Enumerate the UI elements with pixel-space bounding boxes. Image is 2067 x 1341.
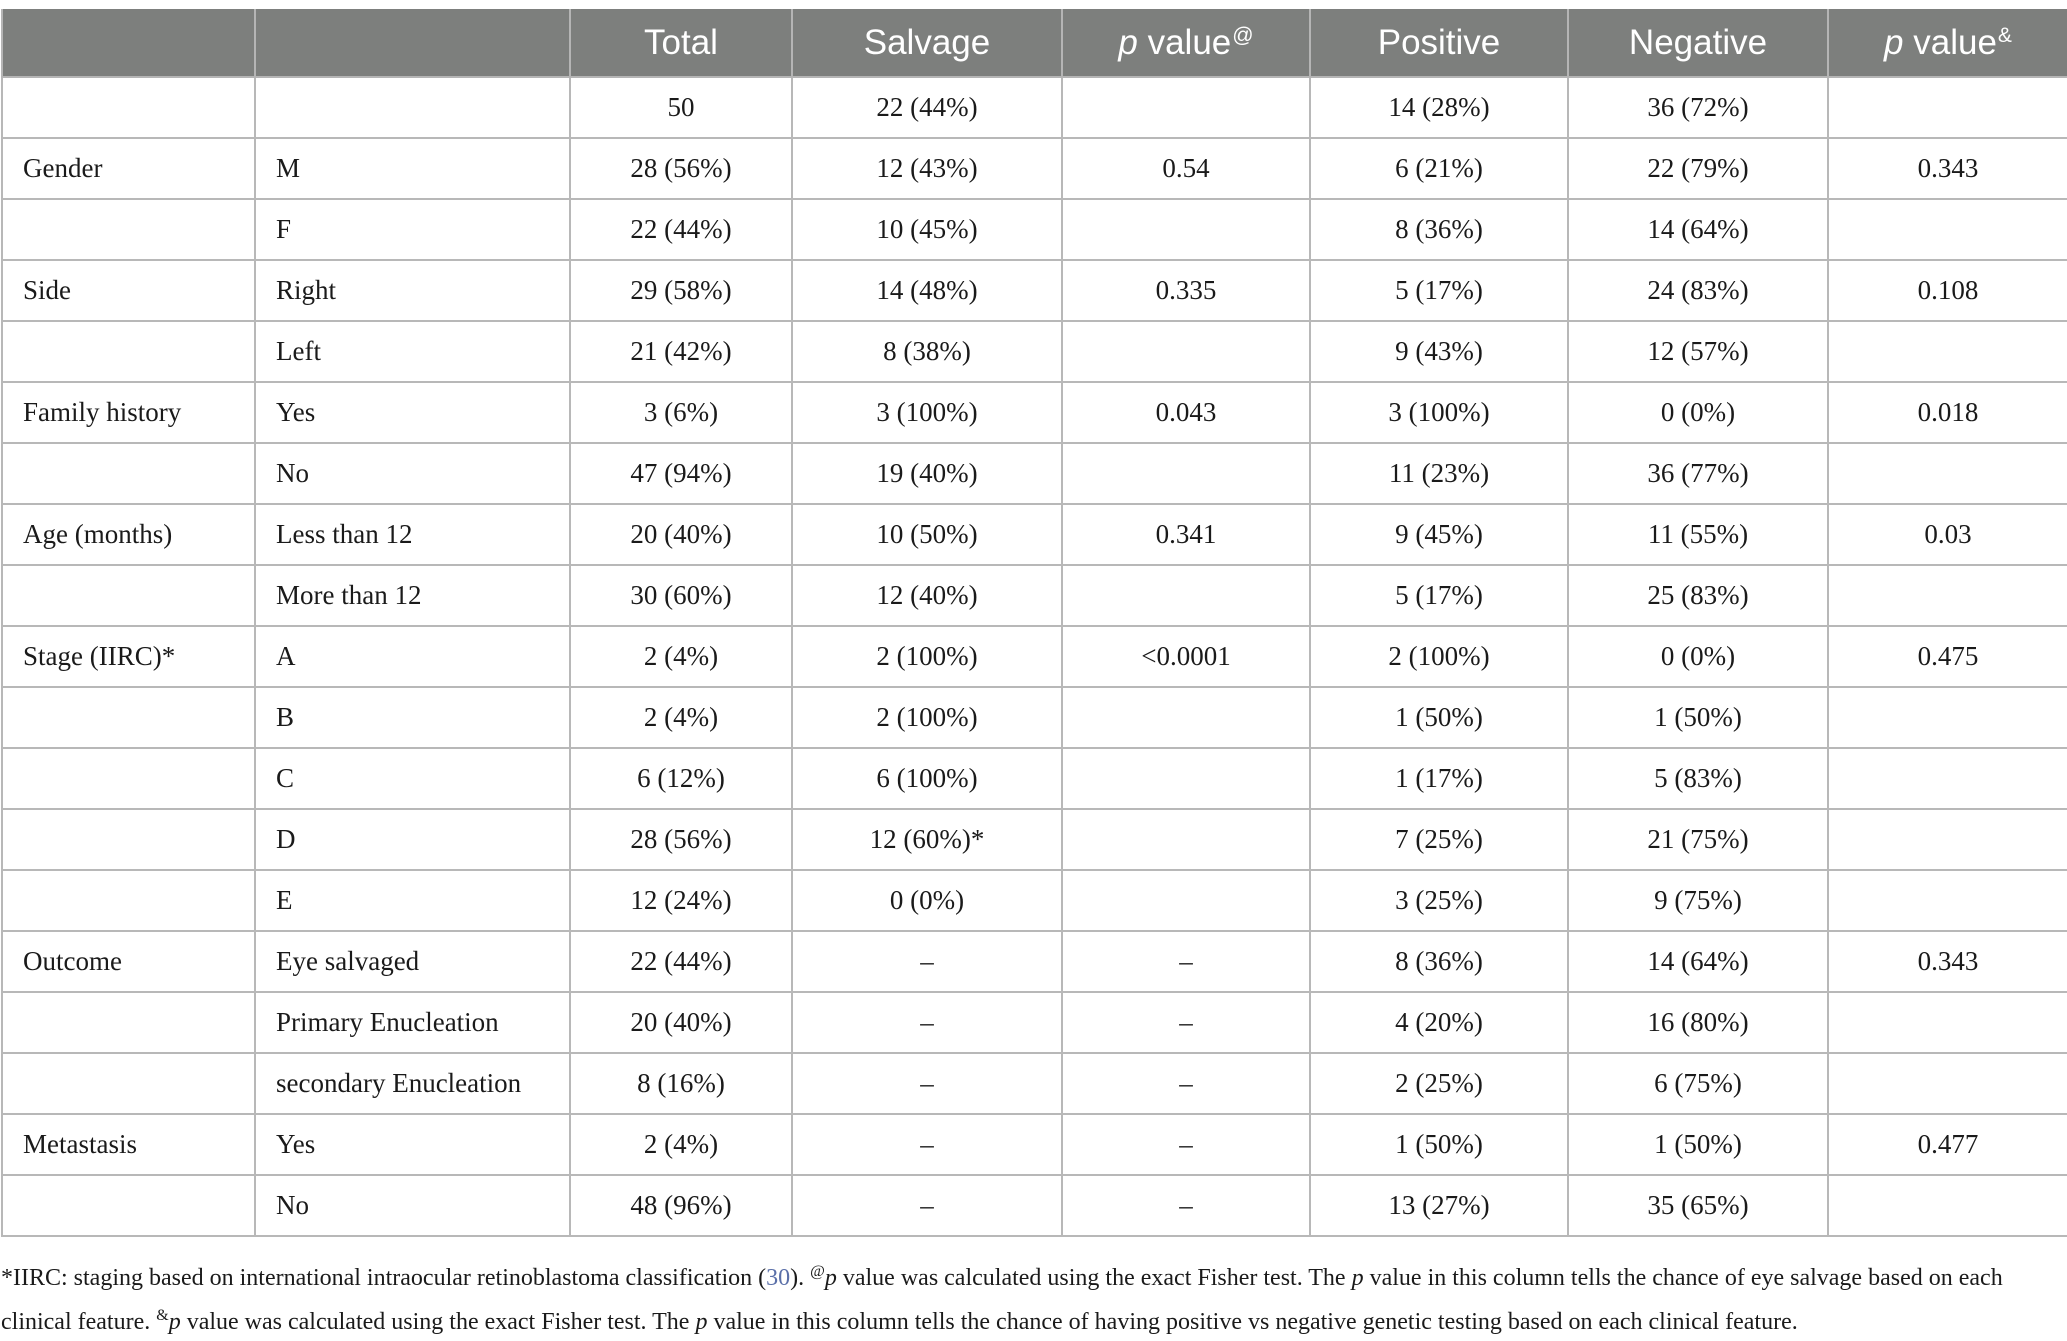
category-cell: E (255, 870, 570, 931)
category-cell: Yes (255, 1114, 570, 1175)
negative-cell: 24 (83%) (1568, 260, 1828, 321)
feature-cell (2, 443, 255, 504)
feature-cell: Outcome (2, 931, 255, 992)
feature-cell: Stage (IIRC)* (2, 626, 255, 687)
table-row (2, 748, 2067, 809)
salvage-cell: – (792, 931, 1062, 992)
positive-cell: 2 (25%) (1310, 1053, 1568, 1114)
feature-cell (2, 199, 255, 260)
salvage-cell: – (792, 1114, 1062, 1175)
feature-cell: Metastasis (2, 1114, 255, 1175)
negative-cell: 14 (64%) (1568, 199, 1828, 260)
total-cell: 30 (60%) (570, 565, 792, 626)
salvage-cell: 22 (44%) (792, 77, 1062, 138)
p-value-salvage-cell (1062, 687, 1310, 748)
category-cell: D (255, 809, 570, 870)
p-value-genetic-cell (1828, 748, 2067, 809)
salvage-cell: 8 (38%) (792, 321, 1062, 382)
total-cell: 20 (40%) (570, 504, 792, 565)
footnote-marker: @ (810, 1263, 825, 1280)
p-value-genetic-cell (1828, 77, 2067, 138)
salvage-cell: 10 (50%) (792, 504, 1062, 565)
total-cell: 2 (4%) (570, 1114, 792, 1175)
header-row (2, 9, 2067, 77)
table-row (2, 626, 2067, 687)
negative-cell: 36 (77%) (1568, 443, 1828, 504)
p-value-salvage-cell: 0.043 (1062, 382, 1310, 443)
negative-cell: 6 (75%) (1568, 1053, 1828, 1114)
negative-cell: 12 (57%) (1568, 321, 1828, 382)
salvage-cell: – (792, 1053, 1062, 1114)
feature-cell (2, 1053, 255, 1114)
p-value-genetic-cell (1828, 687, 2067, 748)
header-feature (2, 9, 255, 77)
table-row (2, 504, 2067, 565)
category-cell: B (255, 687, 570, 748)
positive-cell: 6 (21%) (1310, 138, 1568, 199)
negative-cell: 0 (0%) (1568, 626, 1828, 687)
negative-cell: 36 (72%) (1568, 77, 1828, 138)
p-value-genetic-cell (1828, 1053, 2067, 1114)
p-value-genetic-cell (1828, 992, 2067, 1053)
p-italic: p (1884, 22, 1904, 62)
positive-cell: 1 (50%) (1310, 687, 1568, 748)
total-cell: 6 (12%) (570, 748, 792, 809)
p-value-salvage-cell: 0.54 (1062, 138, 1310, 199)
salvage-cell: 12 (43%) (792, 138, 1062, 199)
total-cell: 29 (58%) (570, 260, 792, 321)
feature-cell: Side (2, 260, 255, 321)
p-value-salvage-cell (1062, 443, 1310, 504)
p-value-genetic-cell (1828, 1175, 2067, 1236)
total-cell: 22 (44%) (570, 199, 792, 260)
negative-cell: 35 (65%) (1568, 1175, 1828, 1236)
positive-cell: 2 (100%) (1310, 626, 1568, 687)
p-value-genetic-cell (1828, 443, 2067, 504)
feature-cell (2, 687, 255, 748)
footnote-text: value was calculated using the exact Fisher test. The (180, 1309, 696, 1335)
p-value-genetic-cell (1828, 809, 2067, 870)
category-cell: M (255, 138, 570, 199)
p-value-text: value (1903, 22, 1997, 62)
table-row (2, 382, 2067, 443)
p-value-salvage-cell (1062, 321, 1310, 382)
feature-cell: Age (months) (2, 504, 255, 565)
p-value-salvage-cell (1062, 77, 1310, 138)
positive-cell: 3 (100%) (1310, 382, 1568, 443)
p-value-genetic-cell: 0.343 (1828, 931, 2067, 992)
negative-cell: 11 (55%) (1568, 504, 1828, 565)
citation-link[interactable]: 30 (766, 1265, 791, 1291)
salvage-cell: – (792, 992, 1062, 1053)
p-value-salvage-cell (1062, 748, 1310, 809)
footnote-text: value in this column tells the chance of eye salvage based on each clinical feature. (1, 1265, 2003, 1335)
footnote-text: *IIRC: staging based on international intraocular retinoblastoma classification ( (1, 1265, 767, 1291)
total-cell: 47 (94%) (570, 443, 792, 504)
footnote-p: p (695, 1309, 708, 1335)
p-value-genetic-cell: 0.343 (1828, 138, 2067, 199)
salvage-cell: 10 (45%) (792, 199, 1062, 260)
total-cell: 28 (56%) (570, 809, 792, 870)
category-cell: F (255, 199, 570, 260)
positive-cell: 14 (28%) (1310, 77, 1568, 138)
total-cell: 20 (40%) (570, 992, 792, 1053)
category-cell: Eye salvaged (255, 931, 570, 992)
table-row (2, 260, 2067, 321)
total-cell: 28 (56%) (570, 138, 792, 199)
table-header (2, 9, 2067, 77)
footnote-p: p (168, 1309, 181, 1335)
salvage-cell: 2 (100%) (792, 687, 1062, 748)
table-row (2, 809, 2067, 870)
feature-cell (2, 565, 255, 626)
footnote-p: p (1351, 1265, 1364, 1291)
table-body (2, 77, 2067, 1236)
footnote-text: ). (790, 1265, 811, 1291)
feature-cell (2, 870, 255, 931)
category-cell: Yes (255, 382, 570, 443)
p-value-salvage-cell (1062, 199, 1310, 260)
category-cell: Primary Enucleation (255, 992, 570, 1053)
footnote-text: value was calculated using the exact Fisher test. The (836, 1265, 1352, 1291)
header-positive: Positive (1310, 9, 1568, 77)
positive-cell: 4 (20%) (1310, 992, 1568, 1053)
total-cell: 2 (4%) (570, 626, 792, 687)
positive-cell: 1 (50%) (1310, 1114, 1568, 1175)
positive-cell: 13 (27%) (1310, 1175, 1568, 1236)
feature-cell (2, 748, 255, 809)
table-row (2, 199, 2067, 260)
table-row (2, 931, 2067, 992)
category-cell: No (255, 1175, 570, 1236)
clinical-features-table (1, 9, 2067, 1237)
total-cell: 50 (570, 77, 792, 138)
table-row (2, 443, 2067, 504)
category-cell: Less than 12 (255, 504, 570, 565)
total-cell: 3 (6%) (570, 382, 792, 443)
header-p-value-salvage (1062, 9, 1310, 77)
category-cell: secondary Enucleation (255, 1053, 570, 1114)
negative-cell: 22 (79%) (1568, 138, 1828, 199)
category-cell: A (255, 626, 570, 687)
footnote-marker: & (156, 1307, 169, 1324)
footnote-p: p (824, 1265, 837, 1291)
p-value-genetic-cell: 0.475 (1828, 626, 2067, 687)
table-row (2, 1175, 2067, 1236)
header-total: Total (570, 9, 792, 77)
negative-cell: 5 (83%) (1568, 748, 1828, 809)
p-value-genetic-cell (1828, 870, 2067, 931)
header-negative: Negative (1568, 9, 1828, 77)
negative-cell: 1 (50%) (1568, 1114, 1828, 1175)
positive-cell: 11 (23%) (1310, 443, 1568, 504)
table-row (2, 870, 2067, 931)
category-cell: C (255, 748, 570, 809)
category-cell: Left (255, 321, 570, 382)
p-italic: p (1118, 22, 1138, 62)
total-cell: 8 (16%) (570, 1053, 792, 1114)
table-footnote (1, 1253, 2061, 1341)
p-value-genetic-cell: 0.477 (1828, 1114, 2067, 1175)
category-cell: No (255, 443, 570, 504)
positive-cell: 9 (43%) (1310, 321, 1568, 382)
table-row (2, 77, 2067, 138)
table-row (2, 565, 2067, 626)
p-value-salvage-cell: <0.0001 (1062, 626, 1310, 687)
p-value-genetic-cell (1828, 199, 2067, 260)
negative-cell: 1 (50%) (1568, 687, 1828, 748)
p-value-genetic-cell (1828, 321, 2067, 382)
p-value-text: value (1137, 22, 1232, 62)
total-cell: 12 (24%) (570, 870, 792, 931)
category-cell (255, 77, 570, 138)
p-value-salvage-cell (1062, 870, 1310, 931)
table-row (2, 992, 2067, 1053)
p-value-salvage-cell: – (1062, 931, 1310, 992)
table-row (2, 1053, 2067, 1114)
p-value-salvage-cell: – (1062, 1053, 1310, 1114)
positive-cell: 8 (36%) (1310, 199, 1568, 260)
total-cell: 22 (44%) (570, 931, 792, 992)
p-value-salvage-cell: 0.341 (1062, 504, 1310, 565)
salvage-cell: 14 (48%) (792, 260, 1062, 321)
salvage-cell: 12 (60%)* (792, 809, 1062, 870)
table-row (2, 138, 2067, 199)
negative-cell: 9 (75%) (1568, 870, 1828, 931)
salvage-cell: 3 (100%) (792, 382, 1062, 443)
p-value-salvage-cell: – (1062, 1114, 1310, 1175)
footnote-text: value in this column tells the chance of having positive vs negative genetic testing based on each clinical feature. (707, 1309, 1798, 1335)
positive-cell: 8 (36%) (1310, 931, 1568, 992)
header-category (255, 9, 570, 77)
category-cell: More than 12 (255, 565, 570, 626)
positive-cell: 5 (17%) (1310, 260, 1568, 321)
feature-cell: Gender (2, 138, 255, 199)
negative-cell: 16 (80%) (1568, 992, 1828, 1053)
salvage-cell: 12 (40%) (792, 565, 1062, 626)
at-superscript: @ (1232, 23, 1254, 47)
positive-cell: 3 (25%) (1310, 870, 1568, 931)
positive-cell: 7 (25%) (1310, 809, 1568, 870)
total-cell: 21 (42%) (570, 321, 792, 382)
p-value-salvage-cell: – (1062, 1175, 1310, 1236)
positive-cell: 5 (17%) (1310, 565, 1568, 626)
salvage-cell: 6 (100%) (792, 748, 1062, 809)
feature-cell (2, 992, 255, 1053)
feature-cell (2, 321, 255, 382)
p-value-salvage-cell: – (1062, 992, 1310, 1053)
negative-cell: 0 (0%) (1568, 382, 1828, 443)
negative-cell: 25 (83%) (1568, 565, 1828, 626)
p-value-salvage-cell: 0.335 (1062, 260, 1310, 321)
p-value-genetic-cell (1828, 565, 2067, 626)
table-row (2, 321, 2067, 382)
salvage-cell: 2 (100%) (792, 626, 1062, 687)
total-cell: 48 (96%) (570, 1175, 792, 1236)
feature-cell (2, 809, 255, 870)
header-salvage: Salvage (792, 9, 1062, 77)
p-value-genetic-cell: 0.018 (1828, 382, 2067, 443)
feature-cell (2, 1175, 255, 1236)
total-cell: 2 (4%) (570, 687, 792, 748)
p-value-genetic-cell: 0.03 (1828, 504, 2067, 565)
ampersand-superscript: & (1997, 23, 2012, 47)
negative-cell: 14 (64%) (1568, 931, 1828, 992)
salvage-cell: 0 (0%) (792, 870, 1062, 931)
p-value-salvage-cell (1062, 565, 1310, 626)
p-value-genetic-cell: 0.108 (1828, 260, 2067, 321)
table-row (2, 1114, 2067, 1175)
salvage-cell: – (792, 1175, 1062, 1236)
category-cell: Right (255, 260, 570, 321)
negative-cell: 21 (75%) (1568, 809, 1828, 870)
feature-cell (2, 77, 255, 138)
positive-cell: 1 (17%) (1310, 748, 1568, 809)
salvage-cell: 19 (40%) (792, 443, 1062, 504)
header-p-value-genetic (1828, 9, 2067, 77)
positive-cell: 9 (45%) (1310, 504, 1568, 565)
table-row (2, 687, 2067, 748)
p-value-salvage-cell (1062, 809, 1310, 870)
feature-cell: Family history (2, 382, 255, 443)
